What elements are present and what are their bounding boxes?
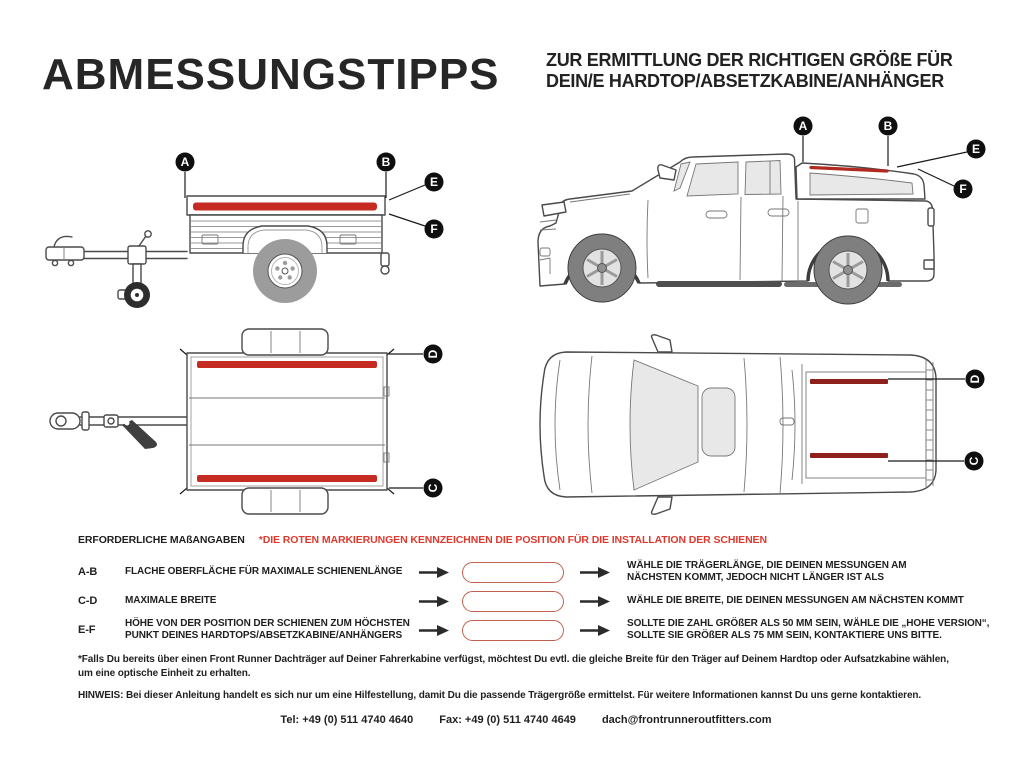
footer-fax: Fax: +49 (0) 511 4740 4649	[439, 714, 576, 726]
marker-d	[424, 345, 443, 364]
mirror-bottom-icon	[652, 497, 673, 514]
trailer-top-diagram	[40, 325, 460, 520]
svg-text:C: C	[967, 456, 982, 466]
measurement-row-ef	[0, 613, 1024, 647]
rear-wheel-icon	[814, 236, 882, 304]
svg-text:E: E	[971, 142, 981, 157]
mirror-top-icon	[652, 335, 673, 352]
marker-a	[794, 117, 813, 136]
measurement-input-ab[interactable]	[462, 562, 564, 583]
measure-description: HÖHE VON DER POSITION DER SCHIENEN ZUM HÖCHSTEN PUNKT DEINES HARDTOPS/ABSETZKABINE/ANHÄNGERS	[125, 617, 410, 641]
footer-contacts	[14, 714, 1024, 726]
measure-description: FLACHE OBERFLÄCHE FÜR MAXIMALE SCHIENENLÄNGE	[125, 565, 403, 577]
rail-position-stripe-right	[197, 475, 377, 482]
svg-text:B: B	[883, 119, 893, 134]
rail-position-stripe	[193, 203, 377, 211]
footnote-text: *Falls Du bereits über einen Front Runner Dachträger auf Deiner Fahrerkabine verfügst, möchtest Du evtl. die gleiche Breite für den Träger auf Deinem Hardtop oder Aufsatzkabine wählen, um eine optische Einheit zu erhalten.	[78, 654, 949, 679]
hitch-coupler-icon	[46, 236, 84, 265]
svg-text:D: D	[968, 374, 983, 384]
marker-a	[176, 153, 195, 172]
svg-text:E: E	[429, 175, 439, 190]
svg-text:F: F	[959, 182, 967, 197]
measure-key: A-B	[78, 566, 98, 578]
marker-b	[377, 153, 396, 172]
red-note: *DIE ROTEN MARKIERUNGEN KENNZEICHNEN DIE POSITION FÜR DIE INSTALLATION DER SCHIENEN	[258, 534, 767, 546]
front-wheel-icon	[568, 234, 636, 302]
svg-text:A: A	[798, 119, 808, 134]
bed-rail-stripe-left	[810, 379, 888, 384]
measure-key: C-D	[78, 595, 98, 607]
measure-description: MAXIMALE BREITE	[125, 594, 217, 606]
hint-text: HINWEIS: Bei dieser Anleitung handelt es sich nur um eine Hilfestellung, damit Du die passende Trägergröße ermittelst. Für weitere Informationen kannst Du uns gerne kontaktieren.	[78, 690, 922, 701]
handbrake-lever-icon	[104, 415, 157, 449]
footer-tel: Tel: +49 (0) 511 4740 4640	[280, 714, 414, 726]
svg-text:C: C	[426, 483, 441, 493]
measurement-input-cd[interactable]	[462, 591, 564, 612]
truck-side-diagram	[530, 110, 1010, 310]
section-title: ERFORDERLICHE MAßANGABEN	[78, 534, 245, 546]
marker-f	[425, 220, 444, 239]
svg-text:B: B	[381, 155, 391, 170]
sunroof-icon	[702, 388, 735, 456]
marker-b	[879, 117, 898, 136]
arrow-right-icon	[580, 567, 610, 578]
measure-result: SOLLTE DIE ZAHL GRÖßER ALS 50 MM SEIN, WÄHLE DIE „HOHE VERSION“, SOLLTE SIE GRÖßER ALS 75 MM SEIN, KONTAKTIERE UNS BITTE.	[627, 617, 990, 641]
measurements-heading	[78, 534, 767, 546]
measure-result: WÄHLE DIE TRÄGERLÄNGE, DIE DEINEN MESSUNGEN AM NÄCHSTEN KOMMT, JEDOCH NICHT LÄNGER IST ALS	[627, 559, 907, 583]
marker-e	[967, 140, 986, 159]
page-title: ABMESSUNGSTIPPS	[42, 50, 500, 99]
marker-e	[425, 173, 444, 192]
rail-position-stripe-left	[197, 361, 377, 368]
svg-text:D: D	[426, 349, 441, 359]
arrow-right-icon	[580, 596, 610, 607]
measure-result: WÄHLE DIE BREITE, DIE DEINEN MESSUNGEN AM NÄCHSTEN KOMMT	[627, 594, 964, 606]
marker-c	[424, 479, 443, 498]
arrow-right-icon	[419, 567, 449, 578]
fender-bottom-icon	[242, 488, 328, 514]
measurement-input-ef[interactable]	[462, 620, 564, 641]
truck-top-diagram	[530, 330, 1000, 515]
marker-d	[966, 370, 985, 389]
svg-text:A: A	[180, 155, 190, 170]
arrow-right-icon	[580, 625, 610, 636]
svg-text:F: F	[430, 222, 438, 237]
fender-top-icon	[242, 329, 328, 355]
measure-key: E-F	[78, 624, 96, 636]
arrow-right-icon	[419, 625, 449, 636]
marker-f	[954, 180, 973, 199]
trailer-side-diagram	[40, 120, 460, 320]
hitch-coupler-icon	[50, 412, 89, 430]
page-subtitle: ZUR ERMITTLUNG DER RICHTIGEN GRÖßE FÜR DEIN/E HARDTOP/ABSETZKABINE/ANHÄNGER	[546, 50, 953, 91]
bed-rail-stripe-right	[810, 453, 888, 458]
arrow-right-icon	[419, 596, 449, 607]
marker-c	[965, 452, 984, 471]
jockey-wheel-icon	[118, 231, 151, 308]
footer-email: dach@frontrunneroutfitters.com	[601, 714, 772, 726]
trailer-wheel-icon	[253, 239, 317, 303]
